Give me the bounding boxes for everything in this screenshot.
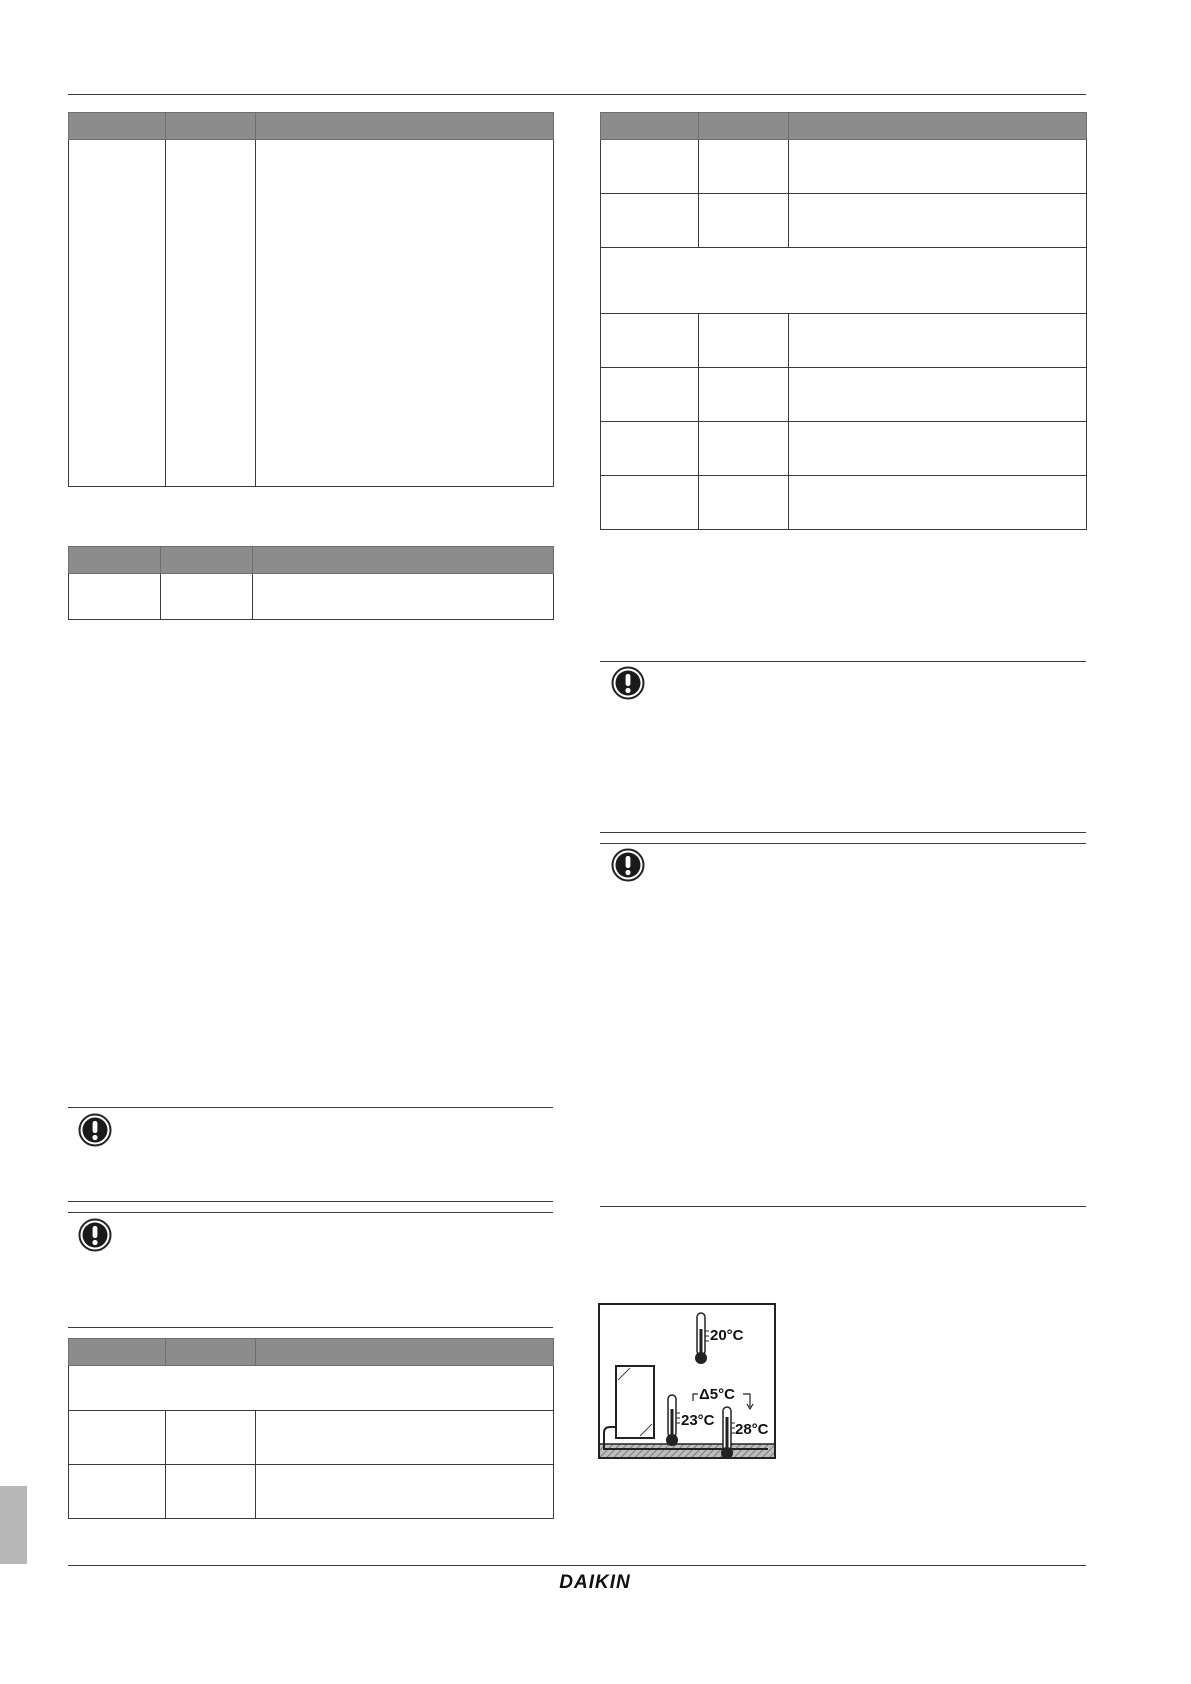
- header-rule: [68, 94, 1086, 95]
- delta-temp-label: Δ5°C: [699, 1386, 735, 1403]
- note-rule-top: [68, 1107, 553, 1108]
- warning-icon: [611, 666, 645, 700]
- table-row: [69, 1411, 554, 1465]
- note-rule-bottom: [68, 1201, 553, 1202]
- note-rule-bottom: [68, 1327, 553, 1328]
- table-row: [601, 194, 1087, 248]
- table-row: [601, 368, 1087, 422]
- side-tab: [0, 1486, 27, 1564]
- note-rule-top: [600, 843, 1086, 844]
- note-rule-bottom: [600, 1206, 1086, 1207]
- floor-temp-low-label: 23°C: [681, 1412, 715, 1429]
- table-2: [68, 546, 554, 620]
- table-row: [69, 1465, 554, 1519]
- table-header-row: [69, 113, 554, 140]
- table-row: [69, 574, 554, 620]
- room-temp-label: 20°C: [710, 1327, 744, 1344]
- table-3: [68, 1338, 554, 1519]
- note-rule-top: [600, 661, 1086, 662]
- footer-rule: [68, 1565, 1086, 1566]
- table-1: [68, 112, 554, 487]
- table-row: [601, 140, 1087, 194]
- table-row: [601, 422, 1087, 476]
- daikin-logo: DAIKIN: [559, 1572, 631, 1593]
- table-header-row: [69, 547, 554, 574]
- table-row: [601, 476, 1087, 530]
- floor-temp-high-label: 28°C: [735, 1421, 769, 1438]
- table-4: [600, 112, 1087, 530]
- table-header-row: [601, 113, 1087, 140]
- table-row: [601, 248, 1087, 314]
- note-rule-top: [68, 1212, 553, 1213]
- note-rule-bottom: [600, 832, 1086, 833]
- warning-icon: [78, 1218, 112, 1252]
- table-row: [69, 140, 554, 487]
- warning-icon: [78, 1113, 112, 1147]
- floor-hatch: [600, 1444, 774, 1457]
- table-header-row: [69, 1339, 554, 1366]
- table-row: [601, 314, 1087, 368]
- warning-icon: [611, 848, 645, 882]
- floor-heating-diagram: [598, 1303, 778, 1461]
- table-row: [69, 1366, 554, 1411]
